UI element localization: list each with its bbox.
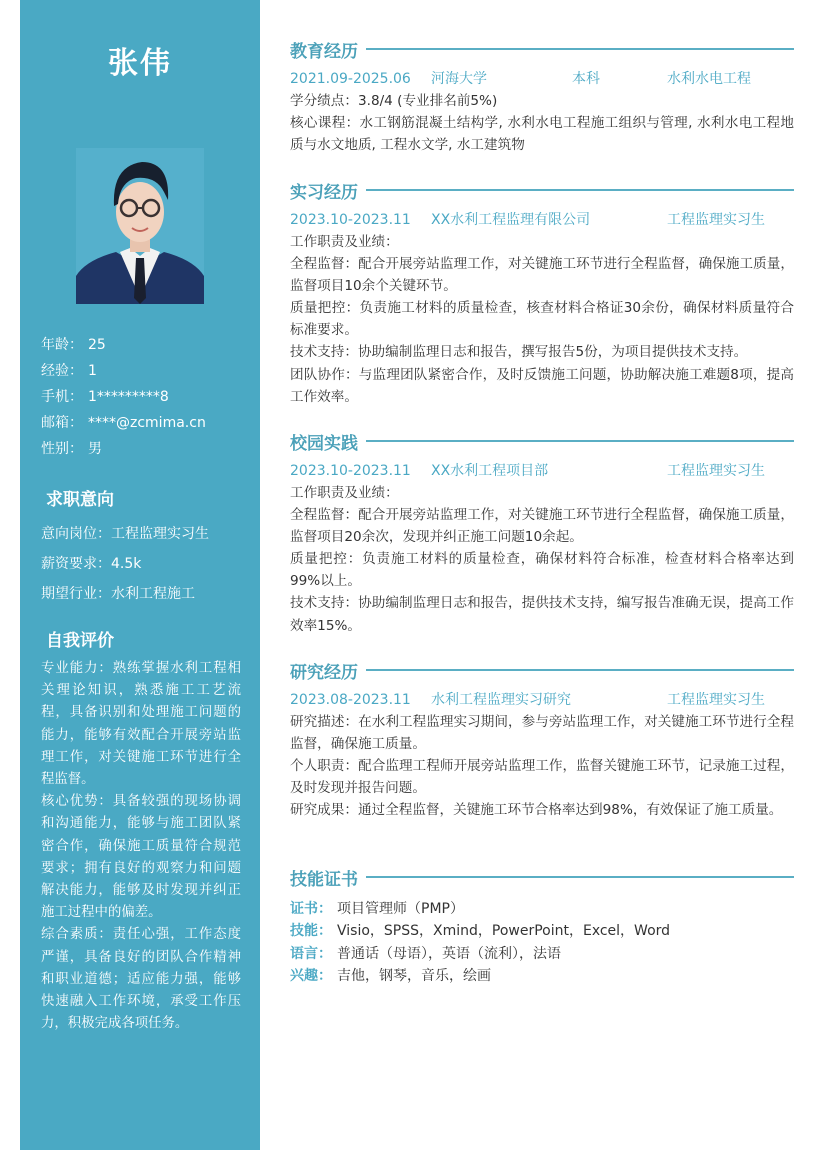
eval-strengths: 核心优势：具备较强的现场协调和沟通能力，能够与施工团队紧密合作，确保施工质量符合规范要求；拥有良好的观察力和问题解决能力，能够及时发现并纠正施工过程中的偏差。 <box>41 794 241 921</box>
period: 2023.08-2023.11 <box>290 692 411 708</box>
section-header <box>290 864 794 890</box>
divider <box>366 876 794 878</box>
self-eval-title: 自我评价 <box>46 631 114 651</box>
intent-salary: 薪资要求：4.5k <box>41 556 142 572</box>
role: 工程监理实习生 <box>667 692 765 708</box>
school: 河海大学 <box>431 71 487 87</box>
info-phone: 手机： 1*********8 <box>41 389 169 405</box>
info-email: 邮箱： ****@zcmima.cn <box>41 415 206 431</box>
period: 2023.10-2023.11 <box>290 463 411 479</box>
section-header <box>290 177 794 203</box>
info-experience: 经验： 1 <box>41 363 97 379</box>
organization: XX水利工程项目部 <box>431 463 549 479</box>
divider <box>366 669 794 671</box>
section-header <box>290 36 794 62</box>
entry-meta <box>290 460 794 482</box>
role: 工程监理实习生 <box>667 463 765 479</box>
entry-body: 研究描述：在水利工程监理实习期间，参与旁站监理工作，对关键施工环节进行全程监督，确保施工质量。 个人职责：配合监理工程师开展旁站监理工作，监督关键施工环节，记录施工过程，及时发现并报告问题。 研究成果：通过全程监督，关键施工环节合格率达到98%，有效保证了施工质量。 <box>290 714 794 819</box>
info-gender: 性别： 男 <box>41 441 102 457</box>
entry-body: 工作职责及业绩： 全程监督：配合开展旁站监理工作，对关键施工环节进行全程监督，确保施工质量，监督项目20余次，发现并纠正施工问题10余起。 质量把控：负责施工材料的质量检查，确保材料符合标准，检查材料合格率达到99%以上。 技术支持：协助编制监理日志和报告，提供技术支持，编写报告准确无误，提高工作效率15%。 <box>290 485 794 634</box>
section-header <box>290 657 794 683</box>
project: 水利工程监理实习研究 <box>431 692 571 708</box>
major: 水利水电工程 <box>667 71 751 87</box>
section-title: 实习经历 <box>290 182 358 203</box>
info-age: 年龄： 25 <box>41 337 106 353</box>
skill-languages: 语言： 普通话（母语），英语（流利），法语 <box>290 945 561 962</box>
section-title: 技能证书 <box>290 869 358 890</box>
entry-meta <box>290 209 794 231</box>
period: 2021.09-2025.06 <box>290 71 411 87</box>
job-intent <box>41 522 209 612</box>
entry-meta <box>290 689 794 711</box>
eval-professional: 专业能力：熟练掌握水利工程相关理论知识，熟悉施工工艺流程，具备识别和处理施工问题的能力，能够有效配合开展旁站监理工作，对关键施工环节进行全程监督。 <box>41 661 241 788</box>
entry-meta <box>290 68 794 90</box>
candidate-name: 张伟 <box>108 46 172 81</box>
divider <box>366 48 794 50</box>
profile-photo <box>76 148 204 304</box>
intent-title: 求职意向 <box>46 490 114 510</box>
portrait-image-icon <box>76 148 204 304</box>
eval-quality: 综合素质：责任心强，工作态度严谨，具备良好的团队合作精神和职业道德；适应能力强，能够快速融入工作环境，承受工作压力，积极完成各项任务。 <box>41 927 241 1032</box>
period: 2023.10-2023.11 <box>290 212 411 228</box>
skill-interests: 兴趣： 吉他，钢琴，音乐，绘画 <box>290 967 491 984</box>
skills-list <box>290 898 794 987</box>
skill-certificate: 证书： 项目管理师（PMP） <box>290 901 464 917</box>
intent-position: 意向岗位：工程监理实习生 <box>41 526 209 542</box>
entry-body: 学分绩点：3.8/4 (专业排名前5%) 核心课程：水工钢筋混凝土结构学, 水利水电工程施工组织与管理, 水利水电工程地质与水文地质, 工程水文学, 水工建筑物 <box>290 93 794 154</box>
self-evaluation <box>41 658 241 1035</box>
divider <box>366 440 794 442</box>
intent-industry: 期望行业：水利工程施工 <box>41 586 195 602</box>
section-header <box>290 428 794 454</box>
section-title: 教育经历 <box>290 41 358 62</box>
section-education <box>290 36 794 156</box>
degree: 本科 <box>572 71 600 87</box>
entry-body: 工作职责及业绩： 全程监督：配合开展旁站监理工作，对关键施工环节进行全程监督，确保施工质量，监督项目10余个关键环节。 质量把控：负责施工材料的质量检查，核查材料合格证30余份，确保材料质量符合标准要求。 技术支持：协助编制监理日志和报告，撰写报告5份，为项目提供技术支持。 团队协作：与监理团队紧密合作，及时反馈施工问题，协助解决施工难题8项，提高工作效率。 <box>290 234 794 405</box>
section-research <box>290 657 794 821</box>
section-skills <box>290 864 794 987</box>
section-campus <box>290 428 794 637</box>
organization: XX水利工程监理有限公司 <box>431 212 591 228</box>
role: 工程监理实习生 <box>667 212 765 228</box>
section-title: 校园实践 <box>290 433 358 454</box>
divider <box>366 189 794 191</box>
basic-info <box>41 334 206 464</box>
sidebar <box>20 0 260 1150</box>
section-internship <box>290 177 794 408</box>
section-title: 研究经历 <box>290 662 358 683</box>
skill-tools: 技能： Visio，SPSS，Xmind，PowerPoint，Excel，Word <box>290 923 671 940</box>
